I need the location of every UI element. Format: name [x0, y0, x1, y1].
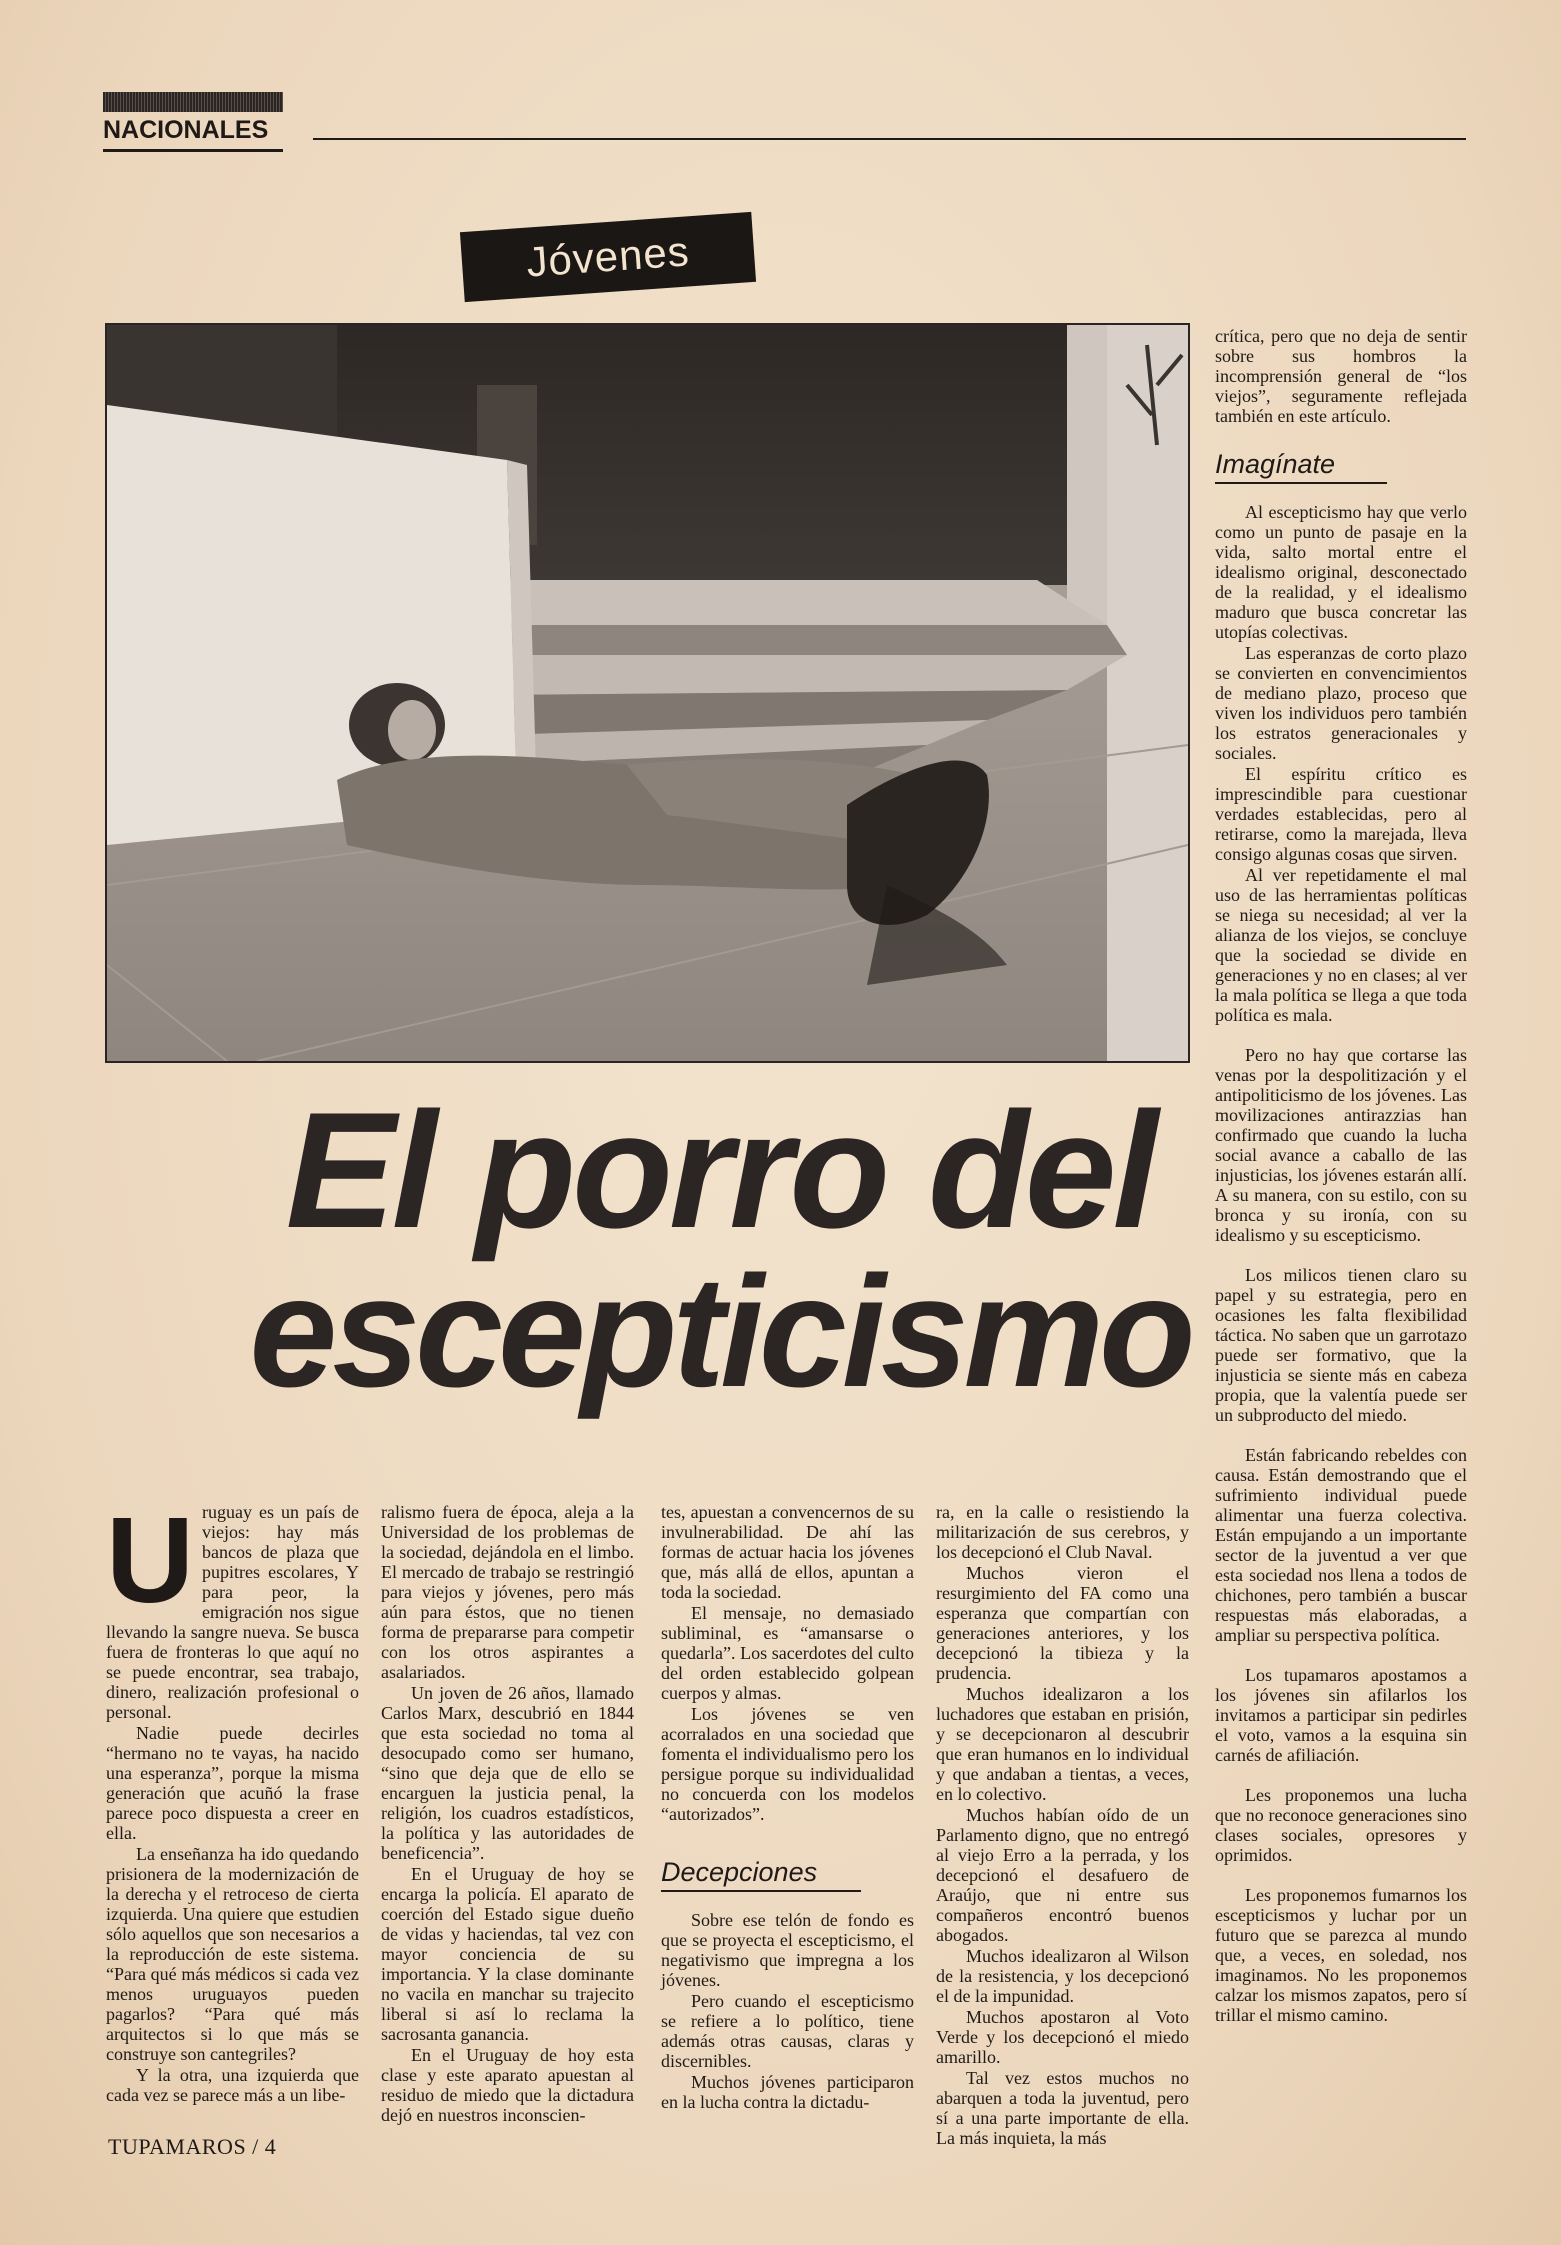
article-headline [240, 1078, 1200, 1420]
paragraph: tes, apuestan a convencernos de su invulnerabilidad. De ahí las formas de actuar hacia los jóvenes que, más allá de ellos, apuntan a toda la sociedad. [661, 1502, 914, 1602]
paragraph: Pero cuando el escepticismo se refiere a lo político, tiene además otras causas, claras y discernibles. [661, 1991, 914, 2071]
headline-line-1: El porro del [285, 1078, 1155, 1262]
paragraph: Las esperanzas de corto plazo se convierten en convencimientos de mediano plazo, proceso que viven los individuos pero también los estratos generacionales y sociales. [1215, 643, 1467, 763]
paragraph: El mensaje, no demasiado subliminal, es “amansarse o quedarla”. Los sacerdotes del culto del orden establecido golpean cuerpos y almas. [661, 1603, 914, 1703]
body-column-3 [661, 1502, 914, 2112]
paragraph: Muchos habían oído de un Parlamento digno, que no entregó al viejo Erro a la perrada, y los decepcionó el desafuero de Araújo, que ni entre sus compañeros encontró buenos abogados. [936, 1805, 1189, 1945]
paragraph: crítica, pero que no deja de sentir sobre sus hombros la incomprensión general de “los viejos”, seguramente reflejada también en este artículo. [1215, 326, 1467, 426]
paragraph: Están fabricando rebeldes con causa. Están demostrando que el sufrimiento individual puede alimentar una fuerza colectiva. Están empujando a un importante sector de la juventud a ver que esta sociedad nos llena a todos de chichones, pero también a buscar respuestas más elaboradas, a ampliar su perspectiva política. [1215, 1445, 1467, 1645]
paragraph: Muchos apostaron al Voto Verde y los decepcionó el miedo amarillo. [936, 2007, 1189, 2067]
paragraph: ralismo fuera de época, aleja a la Universidad de los problemas de la sociedad, dejándola en el limbo. El mercado de trabajo se restringió para viejos y jóvenes, pero más aún para éstos, que no tienen forma de prepararse para competir con los otros aspirantes a asalariados. [381, 1502, 634, 1682]
paragraph: Y la otra, una izquierda que cada vez se parece más a un libe- [106, 2065, 359, 2105]
paragraph: Muchos idealizaron a los luchadores que estaban en prisión, y se decepcionaron al descubrir que eran humanos en lo individual y que andaban a tientas, a veces, en lo colectivo. [936, 1684, 1189, 1804]
paragraph: Sobre ese telón de fondo es que se proyecta el escepticismo, el negativismo que impregna a los jóvenes. [661, 1910, 914, 1990]
paragraph: Los tupamaros apostamos a los jóvenes sin afilarlos los invitamos a participar sin pedirles el voto, vamos a la esquina sin carnés de afiliación. [1215, 1665, 1467, 1765]
body-column-2 [381, 1502, 634, 2125]
paragraph: En el Uruguay de hoy esta clase y este aparato apuestan al residuo de miedo que la dictadura dejó en nuestros inconscien- [381, 2045, 634, 2125]
subhead-imaginate: Imagínate [1215, 454, 1387, 484]
paragraph: Muchos jóvenes participaron en la lucha contra la dictadu- [661, 2072, 914, 2112]
subhead-decepciones: Decepciones [661, 1862, 861, 1892]
paragraph: Nadie puede decirles “hermano no te vayas, ha nacido una esperanza”, porque la misma generación que acuñó la frase parece poco dispuesta a creer en ella. [106, 1723, 359, 1843]
article-photo [105, 323, 1190, 1063]
page-footer: TUPAMAROS / 4 [108, 2134, 277, 2159]
paragraph: Pero no hay que cortarse las venas por la despolitización y el antipoliticismo de los jóvenes. Las movilizaciones antirazzias han confirmado que cuando la lucha social avance a caballo de las injusticias, los jóvenes estarán allí. A su manera, con su estilo, con su bronca y su ironía, con su idealismo y su escepticismo. [1215, 1045, 1467, 1245]
paragraph: Los milicos tienen claro su papel y su estrategia, pero en ocasiones les falta flexibilidad táctica. No saben que un garrotazo puede ser formativo, que la injusticia se siente más en cabeza propia, que la valentía puede ser un subproducto del miedo. [1215, 1265, 1467, 1425]
photo-illustration [107, 325, 1188, 1061]
paragraph: Tal vez estos muchos no abarquen a toda la juventud, pero sí a una parte importante de ella. La más inquieta, la más [936, 2068, 1189, 2148]
body-column-1 [106, 1492, 359, 2105]
paragraph: Un joven de 26 años, llamado Carlos Marx, descubrió en 1844 que esta sociedad no toma al desocupado como ser humano, “sino que deja que de ello se encarguen la justicia penal, la religión, los cuadros estadísticos, la política y las autoridades de beneficencia”. [381, 1683, 634, 1863]
section-label-bar [103, 92, 283, 112]
body-column-5 [1215, 326, 1467, 2025]
section-label [103, 92, 283, 152]
paragraph: ra, en la calle o resistiendo la militarización de sus cerebros, y los decepcionó el Club Naval. [936, 1502, 1189, 1562]
paragraph: ruguay es un país de viejos: hay más bancos de plaza que pupitres escolares, Y para peor, la emigración nos sigue llevando la sangre nueva. Se busca fuera de fronteras lo que aquí no se puede encontrar, sea trabajo, dinero, realización profesional o personal. [106, 1502, 359, 1722]
paragraph: Al ver repetidamente el mal uso de las herramientas políticas se niega su necesidad; al ver la alianza de los viejos, se concluye que la sociedad se divide en generaciones y no en clases; al ver la mala política se llega a que toda política es mala. [1215, 865, 1467, 1025]
paragraph: El espíritu crítico es imprescindible para cuestionar verdades establecidas, pero al retirarse, como la marejada, lleva consigo algunas cosas que sirven. [1215, 764, 1467, 864]
paragraph: Muchos idealizaron al Wilson de la resistencia, y los decepcionó el de la impunidad. [936, 1946, 1189, 2006]
paragraph: Muchos vieron el resurgimiento del FA como una esperanza que compartían con generaciones anteriores, y los decepcionó la tibieza y la prudencia. [936, 1563, 1189, 1683]
headline-line-2: escepticismo [249, 1244, 1191, 1420]
drop-cap: U [106, 1492, 195, 1628]
paragraph: Al escepticismo hay que verlo como un punto de pasaje en la vida, salto mortal entre el idealismo original, desconectado de la realidad, y el idealismo maduro que busca concretar las utopías colectivas. [1215, 502, 1467, 642]
paragraph: La enseñanza ha ido quedando prisionera de la modernización de la derecha y el retroceso de cierta izquierda. Una quiere que estudien sólo aquellos que son necesarios a la reproducción de este sistema. “Para qué más médicos si cada vez menos uruguayos pueden pagarlos? “Para qué más arquitectos si lo que más se construye son cantegriles? [106, 1844, 359, 2064]
paragraph: En el Uruguay de hoy se encarga la policía. El aparato de coerción del Estado sigue dueño de vidas y haciendas, tal vez con mayor conciencia de su importancia. Y la clase dominante no vacila en manchar su trajecito liberal si así lo reclama la sacrosanta ganancia. [381, 1864, 634, 2044]
paragraph: Les proponemos fumarnos los escepticismos y luchar por un futuro que se parezca al mundo que, a veces, en soledad, nos imaginamos. No les proponemos calzar los mismos zapatos, pero sí trillar el mismo camino. [1215, 1885, 1467, 2025]
section-label-text: NACIONALES [103, 116, 283, 152]
body-column-4 [936, 1502, 1189, 2148]
paragraph: Les proponemos una lucha que no reconoce generaciones sino clases sociales, opresores y oprimidos. [1215, 1785, 1467, 1865]
kicker-text: Jóvenes [524, 227, 692, 286]
header-rule [313, 138, 1466, 140]
paragraph: Los jóvenes se ven acorralados en una sociedad que fomenta el individualismo pero los persigue porque su individualidad no concuerda con los modelos “autorizados”. [661, 1704, 914, 1824]
